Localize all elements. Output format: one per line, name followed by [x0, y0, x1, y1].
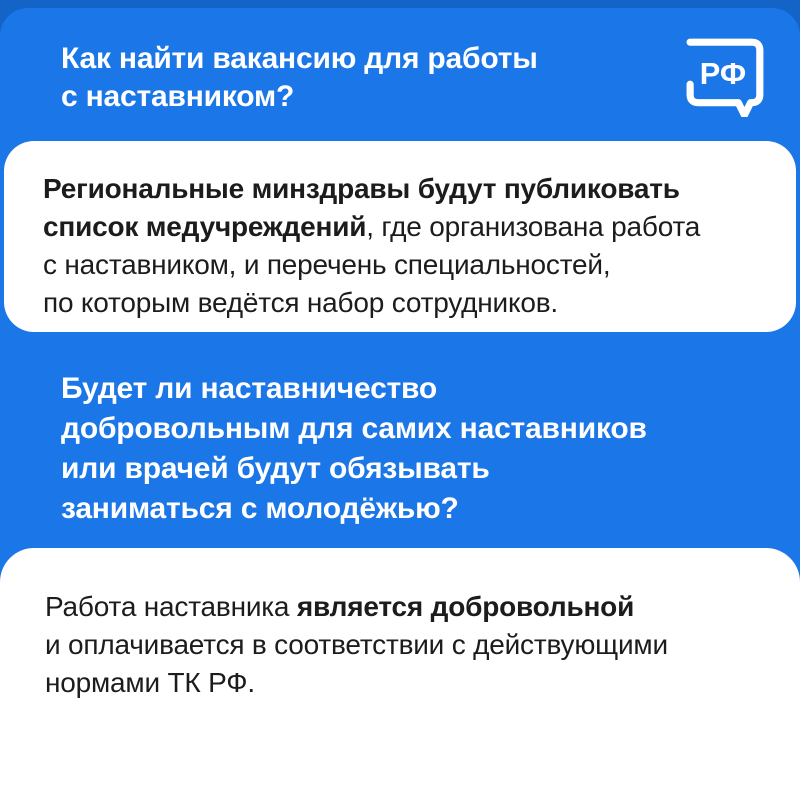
question-line: добровольным для самих наставников	[61, 412, 647, 445]
title-line: Как найти вакансию для работы	[61, 42, 538, 75]
answer-card-1	[4, 141, 796, 332]
rf-logo speech-bubble-icon	[685, 33, 767, 117]
answer-text-line: с наставником, и перечень специальностей,	[43, 249, 611, 280]
rf-logo-label: РФ	[699, 56, 747, 92]
title-line: с наставником?	[61, 80, 295, 113]
answer-text-line: и оплачивается в соответствии с действующими	[45, 629, 668, 660]
answer-text-line: по которым ведётся набор сотрудников.	[43, 287, 558, 318]
question-line: Будет ли наставничество	[61, 372, 438, 405]
answer-text-line: нормами ТК РФ.	[45, 667, 255, 698]
answer-text-line: Работа наставника является добровольной	[45, 591, 635, 622]
question-block	[61, 369, 771, 529]
answer-text-line: Региональные минздравы будут публиковать	[43, 173, 680, 204]
question-line: заниматься с молодёжью?	[61, 492, 459, 525]
answer-card-2	[0, 548, 800, 800]
answer-text-line: список медучреждений, где организована работа	[43, 211, 701, 242]
page-title	[61, 40, 661, 116]
question-line: или врачей будут обязывать	[61, 452, 490, 485]
